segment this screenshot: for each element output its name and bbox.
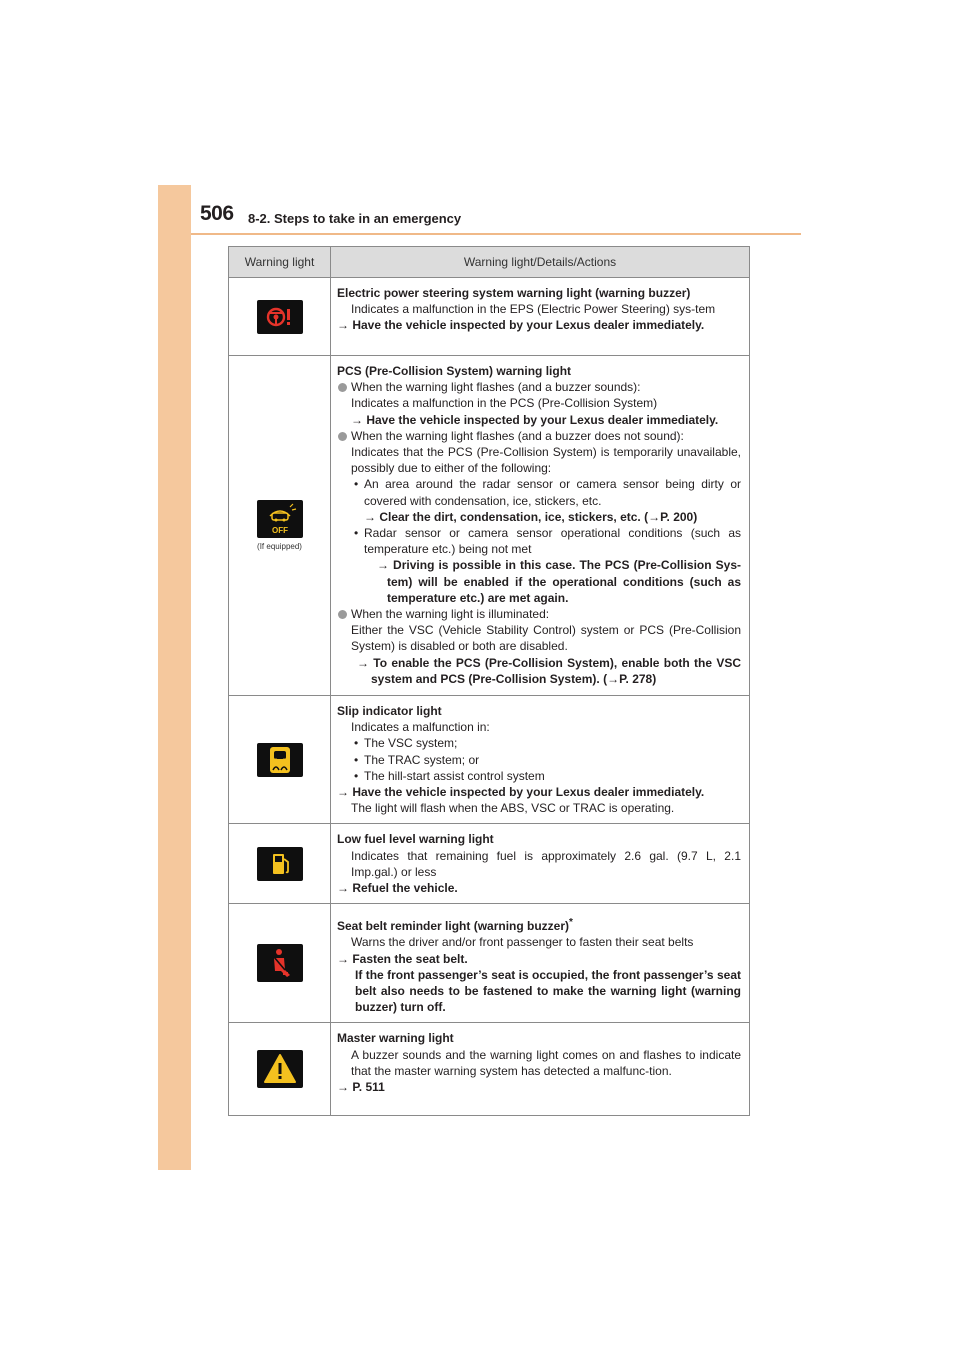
- details-cell: [331, 1023, 750, 1116]
- seatbelt-reminder-icon: [257, 944, 303, 982]
- icon-cell: [229, 904, 331, 1023]
- section-title: 8-2. Steps to take in an emergency: [248, 211, 462, 226]
- seatbelt-title: Seat belt reminder light (warning buzzer)*: [337, 917, 573, 934]
- pcs-case2: When the warning light flashes (and a buzzer does not sound):: [337, 428, 741, 444]
- bullet-icon: [338, 383, 347, 392]
- fuel-action: → Refuel the vehicle.: [337, 881, 458, 896]
- slip-title: Slip indicator light: [337, 704, 442, 718]
- table-row-master: [229, 1023, 750, 1116]
- details-cell: [331, 278, 750, 356]
- pcs-case3-detail: Either the VSC (Vehicle Stability Control) system or PCS (Pre-Collision System) is disabled or both are disabled.: [351, 623, 741, 654]
- pcs-case2-sub2: • Radar sensor or camera sensor operational conditions (such as temperature etc.) being not met: [354, 526, 741, 557]
- table-row-slip: [229, 696, 750, 824]
- bullet-icon: [338, 432, 347, 441]
- eps-title: Electric power steering system warning light (warning buzzer): [337, 286, 691, 300]
- pcs-case3-action: → To enable the PCS (Pre-Collision System), enable both the VSC system and PCS (Pre-Collision System). (→P. 278): [357, 655, 741, 686]
- pcs-case2-sub1-action: → Clear the dirt, condensation, ice, stickers, etc. (→P. 200): [364, 509, 698, 524]
- low-fuel-icon: [257, 847, 303, 881]
- details-cell: [331, 904, 750, 1023]
- pcs-case2-sub1: • An area around the radar sensor or camera sensor being dirty or covered with condensation, ice, stickers, etc.: [354, 477, 741, 508]
- col-header-details: Warning light/Details/Actions: [331, 247, 750, 278]
- pcs-case2-detail: Indicates that the PCS (Pre-Collision System) is temporarily unavailable, possibly due to either of the following:: [351, 445, 741, 476]
- fuel-title: Low fuel level warning light: [337, 832, 494, 847]
- slip-action: → Have the vehicle inspected by your Lexus dealer immediately.: [337, 785, 705, 800]
- pcs-title: PCS (Pre-Collision System) warning light: [337, 364, 572, 378]
- pcs-off-icon: [257, 500, 303, 538]
- seatbelt-action: → Fasten the seat belt.: [337, 951, 468, 966]
- table-row-seatbelt: [229, 904, 750, 1023]
- slip-detail: Indicates a malfunction in:: [351, 720, 490, 735]
- pcs-case1: When the warning light flashes (and a buzzer sounds):: [337, 379, 741, 395]
- master-title: Master warning light: [337, 1031, 454, 1046]
- details-cell: [331, 696, 750, 824]
- icon-cell: [229, 356, 331, 696]
- pcs-case1-action: → Have the vehicle inspected by your Lexus dealer immediately.: [351, 412, 719, 427]
- eps-detail: Indicates a malfunction in the EPS (Electric Power Steering) sys-tem: [351, 302, 716, 317]
- slip-indicator-icon: [257, 743, 303, 777]
- chapter-tab: [158, 185, 191, 1170]
- table-header-row: [229, 247, 750, 278]
- eps-action: → Have the vehicle inspected by your Lexus dealer immediately.: [337, 318, 705, 333]
- fuel-detail: Indicates that remaining fuel is approximately 2.6 gal. (9.7 L, 2.1 Imp.gal.) or less: [351, 848, 741, 879]
- list-item: • The hill-start assist control system: [354, 768, 545, 783]
- slip-note: The light will flash when the ABS, VSC or TRAC is operating.: [351, 801, 675, 816]
- page-number: 506: [200, 202, 234, 225]
- pcs-case1-detail: Indicates a malfunction in the PCS (Pre-Collision System): [351, 396, 658, 411]
- icon-cell: [229, 696, 331, 824]
- seatbelt-detail: Warns the driver and/or front passenger to fasten their seat belts: [351, 935, 694, 950]
- table-row-pcs: [229, 356, 750, 696]
- pcs-case2-sub2-action: → Driving is possible in this case. The PCS (Pre-Collision Sys-tem) will be enabled if the operational conditions (such as temperature etc.) are met again.: [377, 558, 741, 605]
- details-cell: [331, 356, 750, 696]
- master-action: → P. 511: [337, 1080, 385, 1095]
- bullet-icon: [338, 610, 347, 619]
- svg-text:OFF: OFF: [271, 526, 288, 535]
- list-item: • The TRAC system; or: [354, 752, 480, 767]
- seatbelt-action-detail: If the front passenger’s seat is occupied, the front passenger’s seat belt also needs to be fastened to make the warning light (warning buzzer) turn off.: [355, 967, 741, 1015]
- eps-warning-icon: [257, 300, 303, 334]
- icon-cell: [229, 824, 331, 904]
- footnote-mark: *: [569, 917, 573, 929]
- master-detail: A buzzer sounds and the warning light comes on and flashes to indicate that the master warning system has detected a malfunc-tion.: [351, 1047, 741, 1078]
- list-item: • The VSC system;: [354, 736, 458, 751]
- if-equipped-note: (If equipped): [257, 542, 302, 551]
- master-warning-icon: [257, 1050, 303, 1088]
- warning-light-table: [228, 246, 750, 1116]
- icon-cell: [229, 1023, 331, 1116]
- header-rule: [191, 233, 801, 235]
- table-row-fuel: [229, 824, 750, 904]
- table-row-eps: [229, 278, 750, 356]
- icon-cell: [229, 278, 331, 356]
- details-cell: [331, 824, 750, 904]
- pcs-case3: When the warning light is illuminated:: [337, 606, 741, 622]
- col-header-warning-light: Warning light: [229, 247, 331, 278]
